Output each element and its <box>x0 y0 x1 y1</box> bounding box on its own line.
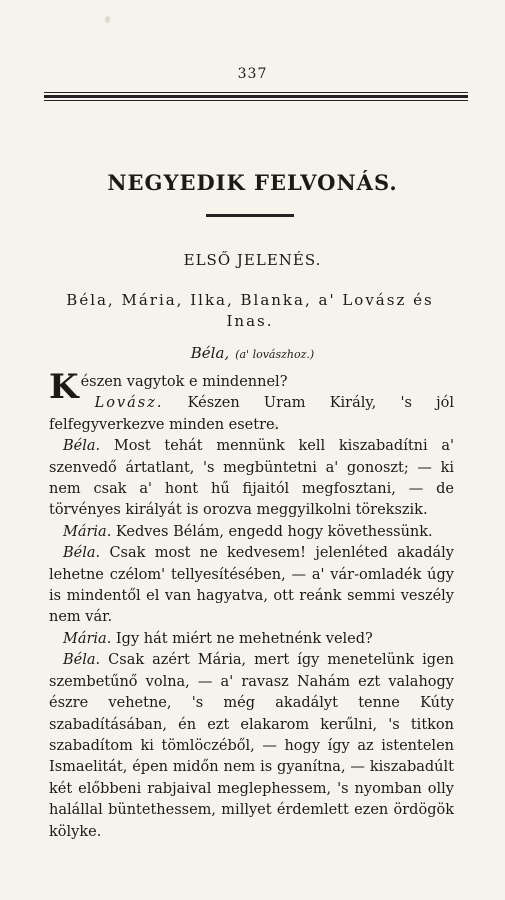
paragraph-text: Csak azért Mária, mert így menetelünk igen szembetűnő volna, — a' ravasz Nahám ezt valahogy észre vehetne, 's még akadályt tenne Kúty szabadításában, én ezt elakarom kerűlni, 's titkon szabadítom ki tömlöczéből, — hogy így az istentelen Ismaelitát, épen midőn nem is gyanítna, — kiszabadúlt két előbbeni rabjaival meglephessem, 's nyomban olly halállal büntethessem, millyet érdemlett ezen ördögök kölyke. <box>49 652 454 840</box>
scene-title: ELSŐ JELENÉS. <box>183 251 322 269</box>
paragraph <box>49 436 454 522</box>
paragraph <box>49 522 454 543</box>
paragraph-text: Kedves Bélám, engedd hogy követhessünk. <box>111 523 433 540</box>
paragraph-text: Most tehát mennünk kell kiszabadítni a' szenvedő ártatlant, 's megbüntetni a' gonoszt; — ki nem csak a' hont hű fijaitól megfosztani, — de törvényes királyát is orozva meggyilkolni törekszik. <box>49 438 454 519</box>
title-rule <box>206 214 294 217</box>
speaker-name: Mária. <box>63 630 112 647</box>
stage-direction-speaker: Béla, <box>190 344 230 362</box>
paragraph-text: észen vagytok e mindennel? <box>80 374 288 390</box>
speaker-name: Mária. <box>63 523 112 540</box>
dialogue-body <box>49 367 454 843</box>
paragraph-text: Készen Uram Király, 's jól felfegyverkezve minden esetre. <box>49 395 454 433</box>
paragraph <box>49 650 454 843</box>
drop-cap: K <box>49 367 79 407</box>
speaker-name: Béla. <box>63 438 101 455</box>
paragraph <box>49 393 454 436</box>
act-title: NEGYEDIK FELVONÁS. <box>107 170 398 195</box>
header-rule <box>44 92 468 101</box>
speaker-name: Lovász. <box>94 395 164 412</box>
page-number: 337 <box>237 66 268 82</box>
character-list: Béla, Mária, Ilka, Blanka, a' Lovász és Inas. <box>66 291 434 330</box>
paragraph-text: Igy hát miért ne mehetnénk veled? <box>111 630 373 647</box>
paragraph <box>49 543 454 629</box>
paragraph-text: Csak most ne kedvesem! jelenléted akadály lehetne czélom' tellyesítésében, — a' vár-omladék úgy is mindentől el van hagyatva, ott reánk semmi veszély nem vár. <box>49 545 454 626</box>
stage-direction-note: (a' lovászhoz.) <box>235 348 315 361</box>
speaker-name: Béla. <box>63 652 101 669</box>
paper-stain <box>105 16 110 23</box>
speaker-name: Béla. <box>63 545 101 562</box>
stage-direction <box>0 344 505 362</box>
paragraph <box>49 629 454 650</box>
